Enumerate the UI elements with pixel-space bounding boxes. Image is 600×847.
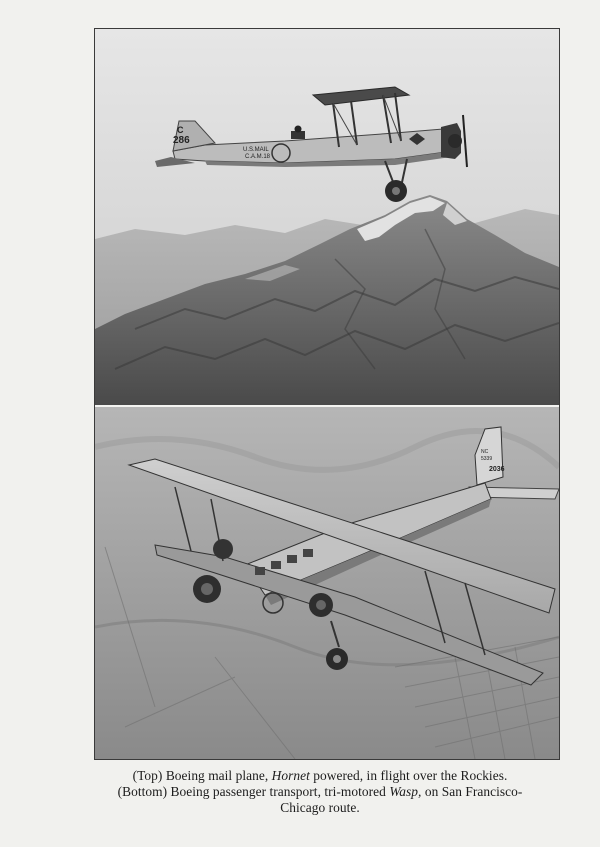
tail-mark-line1: NC: [481, 449, 489, 455]
tail-number: 2036: [489, 466, 505, 473]
bottom-photo-trimotor: [95, 407, 559, 759]
photo-plate: [94, 28, 560, 760]
top-photo-mail-plane: [95, 29, 559, 405]
engine-name-wasp: Wasp,: [389, 784, 422, 799]
plate-caption: [60, 768, 580, 816]
engine-name-hornet: Hornet: [271, 768, 310, 783]
caption-line-3: Chicago route.: [280, 800, 360, 815]
caption-line-1: (Top) Boeing mail plane, Hornet powered, in flight over the Rockies.: [132, 768, 508, 783]
fuselage-route-mark: C.A.M.18: [245, 154, 271, 160]
tail-mark-line2: 5339: [481, 456, 493, 462]
fuselage-mail-mark: U.S.MAIL: [243, 147, 269, 153]
tail-number: 286: [173, 135, 190, 146]
tail-letter: C: [177, 125, 184, 135]
caption-line-2: (Bottom) Boeing passenger transport, tri-motored Wasp, on San Francisco-: [117, 784, 523, 799]
